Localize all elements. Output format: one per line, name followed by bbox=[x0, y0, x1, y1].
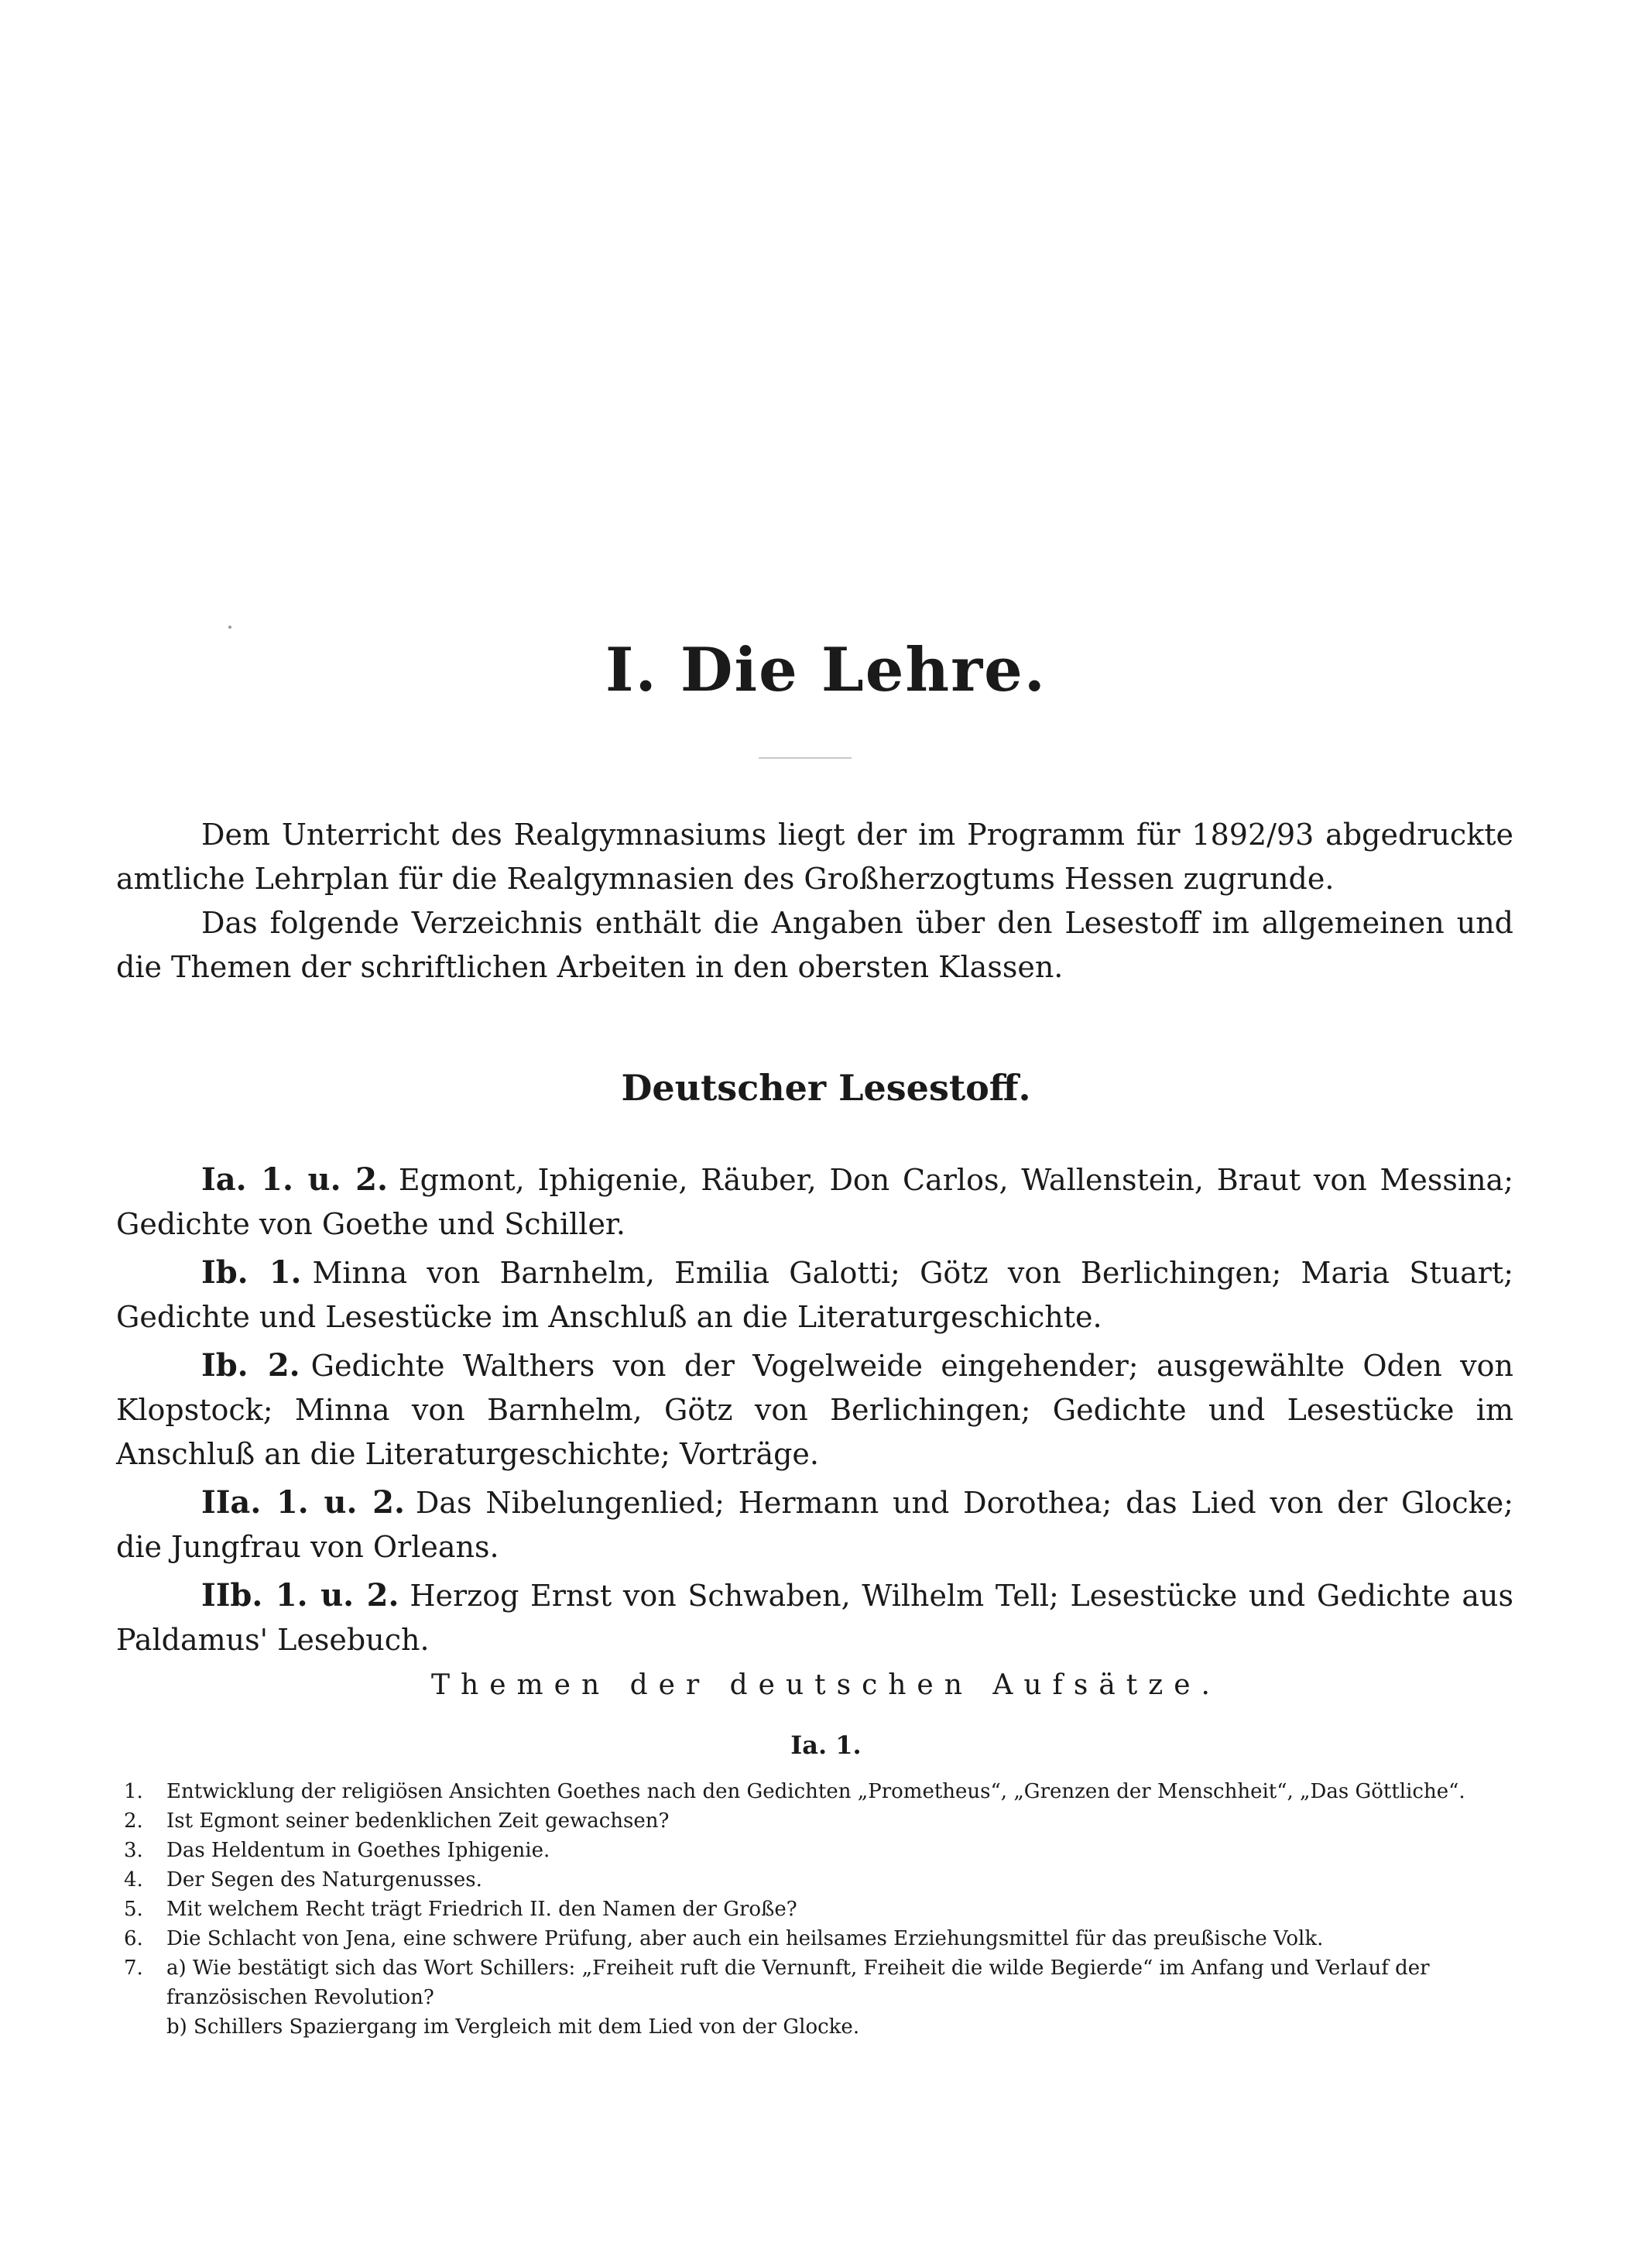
margin-speck bbox=[228, 626, 231, 629]
topic-number: 3. bbox=[124, 1839, 143, 1862]
reading-entry bbox=[116, 1250, 1513, 1339]
topic-text: Ist Egmont seiner bedenklichen Zeit gewachsen? bbox=[166, 1809, 670, 1833]
reading-entry-text: Das Nibelungenlied; Hermann und Dorothea; das Lied von der Glocke; die Jungfrau von Orleans. bbox=[116, 1486, 1513, 1564]
reading-entry bbox=[116, 1480, 1513, 1569]
reading-entry-label: IIb. 1. u. 2. bbox=[201, 1577, 399, 1614]
topic-item bbox=[124, 1953, 1521, 2012]
topic-number: 4. bbox=[124, 1868, 143, 1891]
reading-entry-label: Ia. 1. u. 2. bbox=[201, 1161, 388, 1198]
reading-list bbox=[116, 1158, 1513, 1666]
topic-number: 5. bbox=[124, 1898, 143, 1921]
topic-text: Die Schlacht von Jena, eine schwere Prüfung, aber auch ein heilsames Erziehungsmittel für das preußische Volk. bbox=[166, 1927, 1324, 1950]
reading-entry-text: Herzog Ernst von Schwaben, Wilhelm Tell; Lesestücke und Gedichte aus Paldamus' Lesebuch. bbox=[116, 1579, 1513, 1657]
reading-entry-text: Egmont, Iphigenie, Räuber, Don Carlos, Wallenstein, Braut von Messina; Gedichte von Goethe und Schiller. bbox=[116, 1163, 1513, 1241]
topic-text: b) Schillers Spaziergang im Vergleich mit dem Lied von der Glocke. bbox=[166, 2015, 860, 2039]
reading-entry-text: Gedichte Walthers von der Vogelweide eingehender; ausgewählte Oden von Klopstock; Minna von Barnhelm, Götz von Berlichingen; Gedichte und Lesestücke im Anschluß an die Literaturgeschichte; Vorträge. bbox=[116, 1349, 1513, 1471]
heading-divider bbox=[759, 757, 852, 759]
chapter-heading: I. Die Lehre. bbox=[605, 635, 1047, 705]
topic-text: Mit welchem Recht trägt Friedrich II. den Namen der Große? bbox=[166, 1898, 797, 1921]
reading-entry-label: Ib. 2. bbox=[201, 1347, 300, 1384]
topic-item bbox=[124, 1777, 1521, 1806]
reading-entry-text: Minna von Barnhelm, Emilia Galotti; Götz von Berlichingen; Maria Stuart; Gedichte und Lesestücke im Anschluß an die Literaturgeschichte. bbox=[116, 1256, 1513, 1334]
intro-paragraph-1: Dem Unterricht des Realgymnasiums liegt der im Programm für 1892/93 abgedruckte amtliche Lehrplan für die Realgymnasien des Großherzogtums Hessen zugrunde. bbox=[116, 818, 1513, 896]
intro-paragraph-2: Das folgende Verzeichnis enthält die Angaben über den Lesestoff im allgemeinen und die Themen der schriftlichen Arbeiten in den obersten Klassen. bbox=[116, 906, 1513, 984]
topic-number: 7. bbox=[124, 1957, 143, 1980]
topics-list bbox=[124, 1777, 1521, 2042]
topic-text: Entwicklung der religiösen Ansichten Goethes nach den Gedichten „Prometheus“, „Grenzen der Menschheit“, „Das Göttliche“. bbox=[166, 1780, 1465, 1803]
reading-entry bbox=[116, 1158, 1513, 1247]
reading-section-title: Deutscher Lesestoff. bbox=[621, 1067, 1031, 1109]
topic-item bbox=[124, 2012, 1521, 2042]
reading-entry-label: Ib. 1. bbox=[201, 1254, 302, 1291]
topic-item bbox=[124, 1895, 1521, 1924]
topic-number: 1. bbox=[124, 1780, 143, 1803]
intro-text bbox=[116, 813, 1513, 989]
topic-number: 6. bbox=[124, 1927, 143, 1950]
reading-entry-label: IIa. 1. u. 2. bbox=[201, 1484, 405, 1521]
reading-entry bbox=[116, 1573, 1513, 1662]
topic-item bbox=[124, 1806, 1521, 1836]
topic-item bbox=[124, 1924, 1521, 1953]
topic-number: 2. bbox=[124, 1809, 143, 1833]
topic-item bbox=[124, 1836, 1521, 1865]
reading-entry bbox=[116, 1343, 1513, 1476]
topic-text: a) Wie bestätigt sich das Wort Schillers: „Freiheit ruft die Vernunft, Freiheit die wilde Begierde“ im Anfang und Verlauf der französischen Revolution? bbox=[166, 1957, 1430, 2009]
themes-section-title: Themen der deutschen Aufsätze. bbox=[431, 1669, 1221, 1701]
topic-text: Der Segen des Naturgenusses. bbox=[166, 1868, 482, 1891]
topic-text: Das Heldentum in Goethes Iphigenie. bbox=[166, 1839, 550, 1862]
topic-item bbox=[124, 1865, 1521, 1895]
themes-class-label: Ia. 1. bbox=[790, 1730, 862, 1760]
